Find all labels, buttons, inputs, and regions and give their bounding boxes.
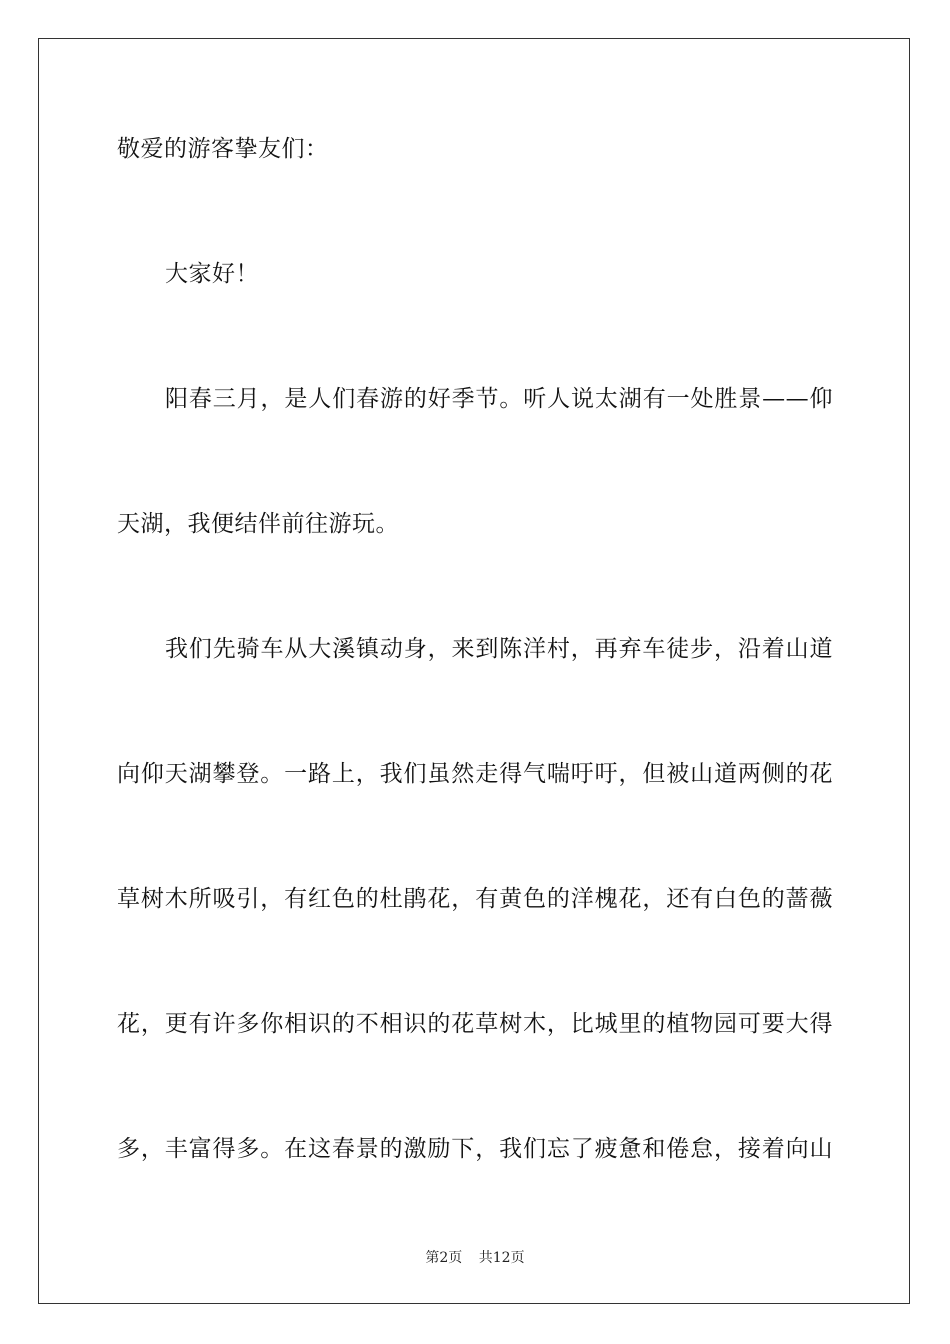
body-line: 阳春三月，是人们春游的好季节。听人说太湖有一处胜景——仰 <box>165 386 833 412</box>
page-total: 共12页 <box>478 1250 525 1266</box>
page-footer <box>0 1249 950 1267</box>
body-line: 花，更有许多你相识的不相识的花草树木，比城里的植物园可要大得 <box>117 1011 833 1037</box>
body-line: 天湖，我便结伴前往游玩。 <box>117 511 399 537</box>
body-line: 多，丰富得多。在这春景的激励下，我们忘了疲惫和倦怠，接着向山 <box>117 1136 833 1162</box>
page-number: 第2页 <box>425 1250 463 1266</box>
greeting: 大家好！ <box>165 261 259 287</box>
salutation: 敬爱的游客挚友们： <box>117 136 329 162</box>
body-line: 我们先骑车从大溪镇动身，来到陈洋村，再弃车徒步，沿着山道 <box>165 636 833 662</box>
page-border <box>38 38 910 1304</box>
body-line: 草树木所吸引，有红色的杜鹃花，有黄色的洋槐花，还有白色的蔷薇 <box>117 886 833 912</box>
body-line: 向仰天湖攀登。一路上，我们虽然走得气喘吁吁，但被山道两侧的花 <box>117 761 833 787</box>
